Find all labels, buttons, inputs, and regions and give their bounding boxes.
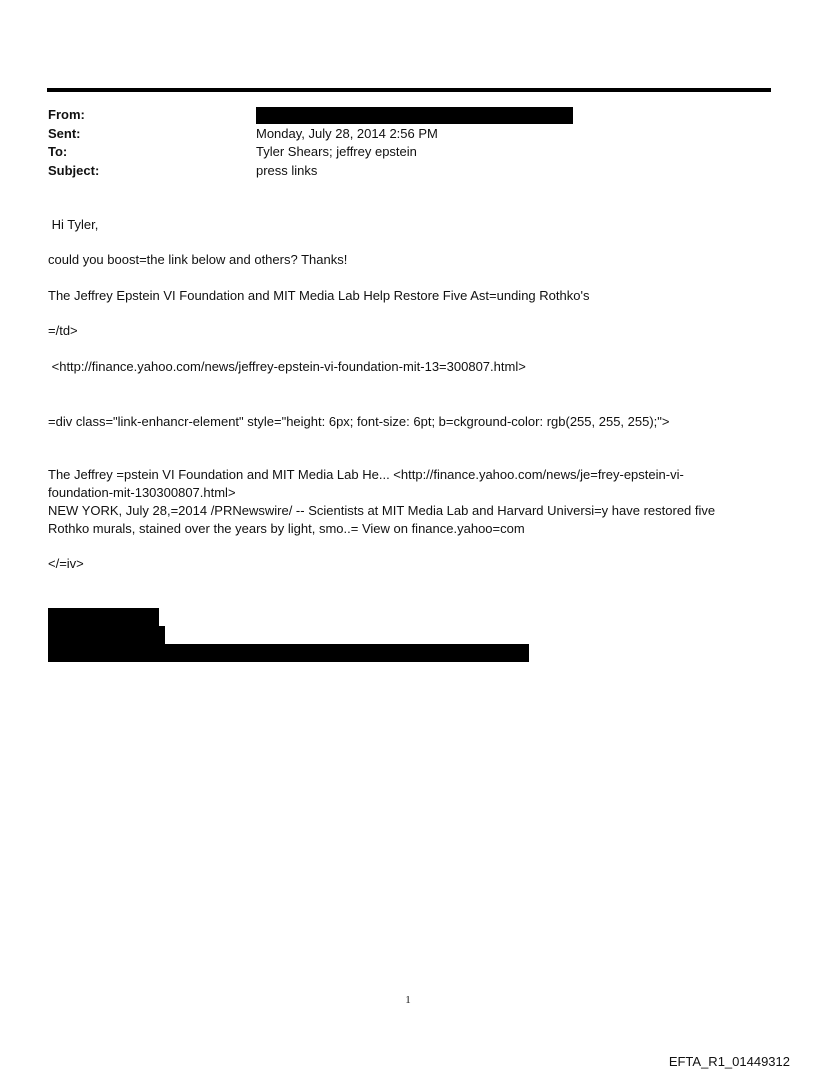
to-row bbox=[48, 143, 748, 162]
sent-label: Sent: bbox=[48, 125, 81, 141]
greeting: Hi Tyler, bbox=[48, 217, 99, 232]
redaction-block bbox=[48, 626, 165, 646]
to-label: To: bbox=[48, 144, 68, 159]
from-label: From: bbox=[48, 107, 85, 122]
redaction-block bbox=[48, 608, 159, 628]
document-id: EFTA_R1_01449312 bbox=[668, 1054, 790, 1069]
body-line-request: could you boost=the link below and others? Thanks! bbox=[48, 252, 348, 267]
email-header bbox=[48, 106, 748, 180]
from-row bbox=[48, 106, 748, 125]
to-value: Tyler Shears; jeffrey epstein bbox=[256, 144, 417, 159]
page-number: 1 bbox=[405, 994, 411, 1006]
subject-value: press links bbox=[256, 162, 318, 178]
body-line-td-tag: =/td> bbox=[48, 323, 78, 338]
redacted-sender bbox=[256, 107, 573, 124]
body-line-link: <http://finance.yahoo.com/news/jeffrey-epstein-vi-foundation-mit-13=300807.html> bbox=[48, 359, 526, 374]
body-line-headline: The Jeffrey Epstein VI Foundation and MIT Media Lab Help Restore Five Ast=unding Rothko's bbox=[48, 288, 590, 303]
body-line-div-markup: =div class="link-enhancr-element" style="height: 6px; font-size: 6pt; b=ckground-color: rgb(255, 255, 255);"> bbox=[48, 414, 670, 429]
subject-row bbox=[48, 162, 748, 181]
sent-row bbox=[48, 125, 748, 144]
redaction-block bbox=[48, 644, 529, 662]
header-divider bbox=[47, 88, 771, 92]
subject-label: Subject: bbox=[48, 162, 100, 178]
body-line-article-preview: The Jeffrey =pstein VI Foundation and MIT Media Lab He... <http://finance.yahoo.com/news/je=frey-epstein-vi-foundation-mit-130300807.html> NEW YORK, July 28,=2014 /PRNewswire/ -- Scientists at MIT Media Lab and Harvard Universi=y have restored five Rothko murals, stained over the years by light, smo..= View on finance.yahoo=com bbox=[48, 467, 716, 536]
sent-value: Monday, July 28, 2014 2:56 PM bbox=[256, 125, 438, 141]
body-line-closing-tag: </=iv> bbox=[48, 556, 84, 571]
